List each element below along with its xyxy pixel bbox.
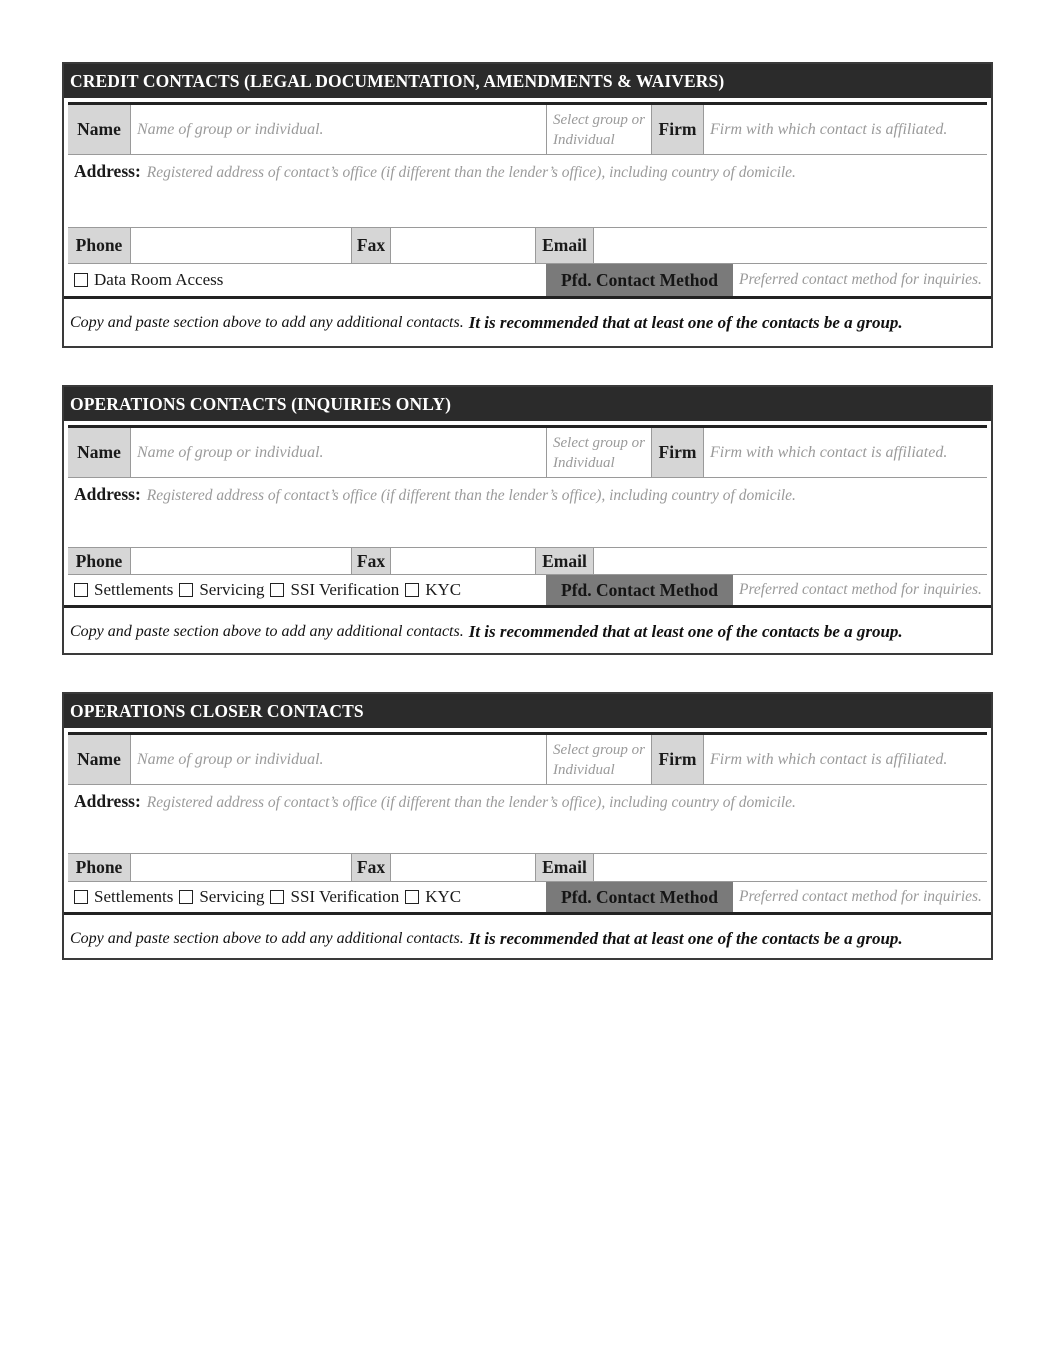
section-note (64, 296, 991, 347)
pfd-contact-method-field[interactable]: Preferred contact method for inquiries. (739, 888, 982, 905)
fax-label: Fax (352, 854, 391, 881)
note-emphasis: It is recommended that at least one of the contacts be a group. (468, 929, 903, 948)
note-text: Copy and paste section above to add any additional contacts. (70, 930, 464, 947)
fax-field[interactable] (391, 548, 536, 574)
pfd-contact-method-field[interactable]: Preferred contact method for inquiries. (739, 271, 982, 288)
section-note (64, 912, 991, 963)
phone-label: Phone (68, 228, 131, 263)
name-label: Name (68, 428, 131, 477)
section-note (64, 605, 991, 656)
address-field[interactable] (68, 785, 987, 854)
email-label: Email (536, 228, 594, 263)
note-text: Copy and paste section above to add any additional contacts. (70, 623, 464, 640)
address-field[interactable] (68, 155, 987, 228)
name-label: Name (68, 105, 131, 154)
address-label: Address: (74, 791, 141, 811)
note-emphasis: It is recommended that at least one of the contacts be a group. (468, 622, 903, 641)
checkbox-label: SSI Verification (290, 887, 400, 906)
settlements-checkbox[interactable] (74, 890, 88, 904)
firm-label: Firm (652, 105, 704, 154)
pfd-contact-method-label: Pfd. Contact Method (546, 575, 733, 605)
email-label: Email (536, 854, 594, 881)
firm-label: Firm (652, 735, 704, 784)
note-text: Copy and paste section above to add any additional contacts. (70, 314, 464, 331)
pfd-contact-method-label: Pfd. Contact Method (546, 264, 733, 296)
address-placeholder: Registered address of contact’s office (if different than the lender’s office), including country of domicile. (146, 794, 796, 811)
operations-closer-contacts-section (62, 692, 993, 960)
address-placeholder: Registered address of contact’s office (if different than the lender’s office), including country of domicile. (146, 487, 796, 504)
phone-field[interactable] (131, 854, 352, 881)
name-field[interactable]: Name of group or individual. (137, 120, 324, 138)
email-field[interactable] (594, 548, 987, 574)
name-field[interactable]: Name of group or individual. (137, 750, 324, 768)
checkbox-label: KYC (425, 887, 462, 906)
phone-field[interactable] (131, 548, 352, 574)
firm-field[interactable]: Firm with which contact is affiliated. (710, 750, 948, 768)
checkbox-label: Settlements (94, 580, 174, 599)
kyc-checkbox[interactable] (405, 890, 419, 904)
section-title: CREDIT CONTACTS (LEGAL DOCUMENTATION, AMENDMENTS & WAIVERS) (64, 64, 991, 98)
ssi-verification-checkbox[interactable] (270, 583, 284, 597)
firm-label: Firm (652, 428, 704, 477)
servicing-checkbox[interactable] (179, 890, 193, 904)
operations-contacts-section (62, 385, 993, 655)
phone-field[interactable] (131, 228, 352, 263)
phone-label: Phone (68, 548, 131, 574)
servicing-checkbox[interactable] (179, 583, 193, 597)
checkbox-label: KYC (425, 580, 462, 599)
fax-field[interactable] (391, 854, 536, 881)
address-placeholder: Registered address of contact’s office (if different than the lender’s office), including country of domicile. (146, 164, 796, 181)
address-label: Address: (74, 484, 141, 504)
section-title: OPERATIONS CLOSER CONTACTS (64, 694, 991, 728)
pfd-contact-method-label: Pfd. Contact Method (546, 882, 733, 912)
phone-label: Phone (68, 854, 131, 881)
fax-label: Fax (352, 228, 391, 263)
data-room-access-checkbox[interactable] (74, 273, 88, 287)
fax-field[interactable] (391, 228, 536, 263)
note-emphasis: It is recommended that at least one of the contacts be a group. (468, 313, 903, 332)
address-field[interactable] (68, 478, 987, 548)
email-label: Email (536, 548, 594, 574)
checkbox-label: Servicing (199, 887, 265, 906)
group-or-individual-select[interactable]: Select group or Individual (546, 428, 652, 477)
name-label: Name (68, 735, 131, 784)
address-label: Address: (74, 161, 141, 181)
checkbox-label: SSI Verification (290, 580, 400, 599)
ssi-verification-checkbox[interactable] (270, 890, 284, 904)
firm-field[interactable]: Firm with which contact is affiliated. (710, 120, 948, 138)
checkbox-label: Servicing (199, 580, 265, 599)
pfd-contact-method-field[interactable]: Preferred contact method for inquiries. (739, 581, 982, 598)
credit-contacts-section (62, 62, 993, 348)
group-or-individual-select[interactable]: Select group or Individual (546, 105, 652, 154)
section-title: OPERATIONS CONTACTS (INQUIRIES ONLY) (64, 387, 991, 421)
kyc-checkbox[interactable] (405, 583, 419, 597)
group-or-individual-select[interactable]: Select group or Individual (546, 735, 652, 784)
firm-field[interactable]: Firm with which contact is affiliated. (710, 443, 948, 461)
email-field[interactable] (594, 854, 987, 881)
name-field[interactable]: Name of group or individual. (137, 443, 324, 461)
checkbox-label: Data Room Access (94, 270, 224, 289)
fax-label: Fax (352, 548, 391, 574)
checkbox-label: Settlements (94, 887, 174, 906)
settlements-checkbox[interactable] (74, 583, 88, 597)
email-field[interactable] (594, 228, 987, 263)
